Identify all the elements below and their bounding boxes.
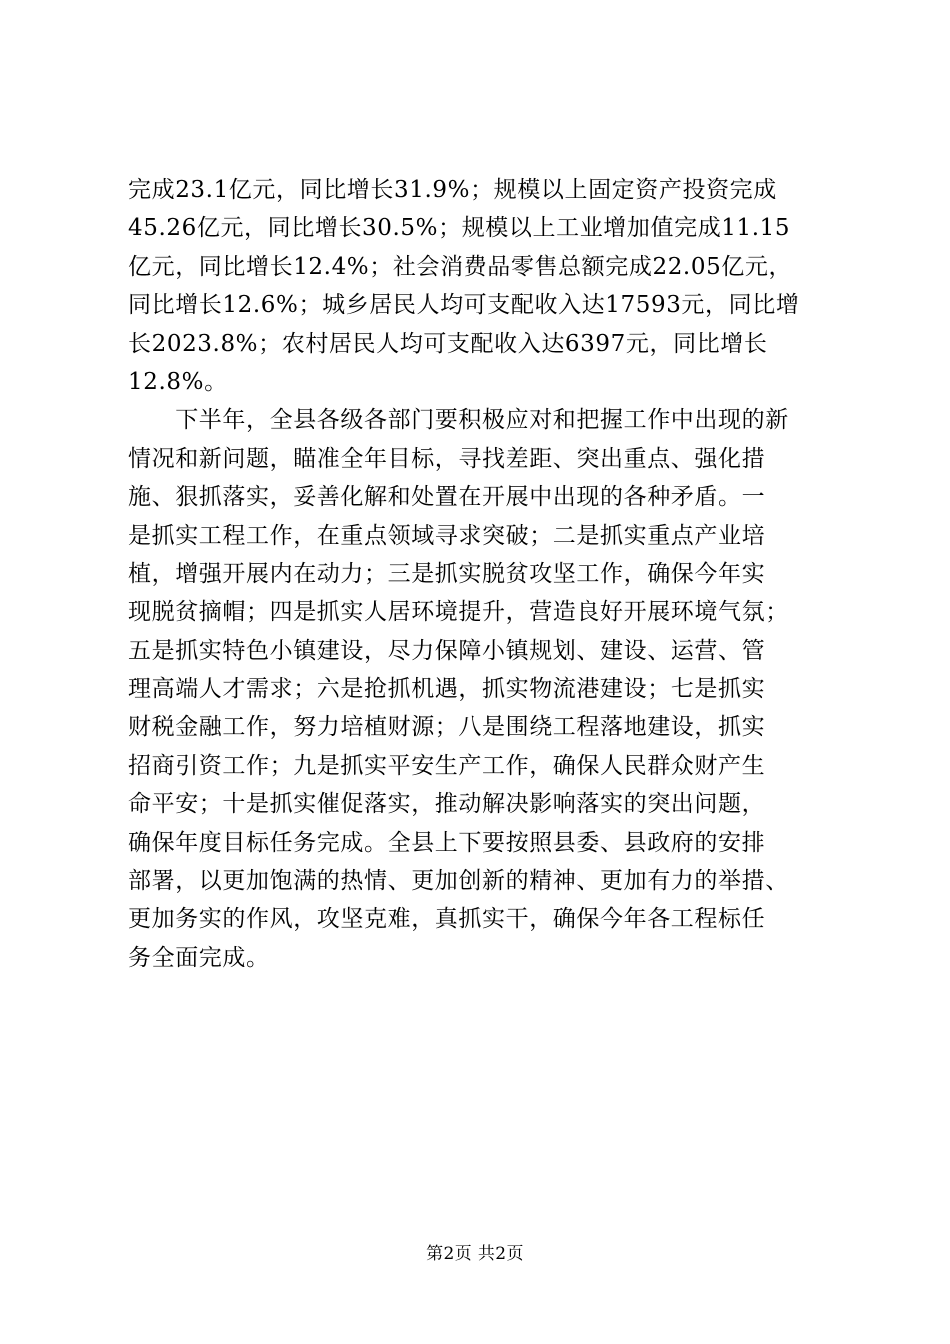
text-line: 更加务实的作风，攻坚克难，真抓实干，确保今年各工程标任: [128, 906, 766, 933]
text-line: 部署，以更加饱满的热情、更加创新的精神、更加有力的举措、: [128, 868, 789, 895]
text-line: 确保年度目标任务完成。全县上下要按照县委、县政府的安排: [128, 829, 766, 856]
text-line: 亿元，同比增长12.4%；社会消费品零售总额完成22.05亿元，: [128, 253, 793, 280]
text-line: 是抓实工程工作，在重点领域寻求突破；二是抓实重点产业培: [128, 522, 766, 549]
text-line: 务全面完成。: [128, 944, 270, 971]
text-line: 长2023.8%；农村居民人均可支配收入达6397元，同比增长: [128, 330, 768, 357]
text-line: 财税金融工作，努力培植财源；八是围绕工程落地建设，抓实: [128, 714, 766, 741]
body-text: [128, 171, 843, 977]
text-line: 理高端人才需求；六是抢抓机遇，抓实物流港建设；七是抓实: [128, 676, 766, 703]
text-line: 12.8%。: [128, 368, 228, 395]
page-footer: 第2页 共2页: [426, 1244, 524, 1264]
text-line: 完成23.1亿元，同比增长31.9%；规模以上固定资产投资完成: [128, 177, 777, 203]
text-line: 下半年，全县各级各部门要积极应对和把握工作中出现的新: [128, 407, 789, 434]
text-line: 同比增长12.6%；城乡居民人均可支配收入达17593元，同比增: [128, 292, 800, 319]
text-line: 施、狠抓落实，妥善化解和处置在开展中出现的各种矛盾。一: [128, 484, 766, 511]
text-line: 现脱贫摘帽；四是抓实人居环境提升，营造良好开展环境气氛；: [128, 599, 789, 626]
text-line: 45.26亿元，同比增长30.5%；规模以上工业增加值完成11.15: [128, 215, 791, 242]
text-line: 植，增强开展内在动力；三是抓实脱贫攻坚工作，确保今年实: [128, 560, 766, 587]
text-line: 命平安；十是抓实催促落实，推动解决影响落实的突出问题，: [128, 791, 766, 818]
text-line: 情况和新问题，瞄准全年目标，寻找差距、突出重点、强化措: [128, 445, 766, 472]
text-line: 招商引资工作；九是抓实平安生产工作，确保人民群众财产生: [128, 752, 766, 779]
text-line: 五是抓实特色小镇建设，尽力保障小镇规划、建设、运营、管: [128, 637, 766, 664]
